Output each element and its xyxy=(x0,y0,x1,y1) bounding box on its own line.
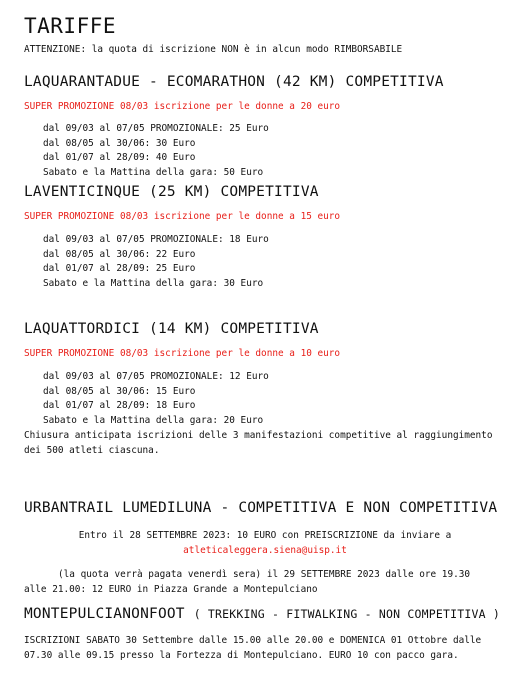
price-row: dal 08/05 al 30/06: 22 Euro xyxy=(43,248,196,260)
race-14km-price-list xyxy=(43,370,269,428)
page-title: TARIFFE xyxy=(24,14,117,38)
price-row: dal 08/05 al 30/06: 15 Euro xyxy=(43,385,196,397)
race-25km-heading: LAVENTICINQUE (25 KM) COMPETITIVA xyxy=(24,184,319,200)
refund-notice: ATTENZIONE: la quota di iscrizione NON è in alcun modo RIMBORSABILE xyxy=(24,44,403,55)
race-14km-heading: LAQUATTORDICI (14 KM) COMPETITIVA xyxy=(24,321,319,337)
race-14km-promo: SUPER PROMOZIONE 08/03 iscrizione per le donne a 10 euro xyxy=(24,348,341,359)
price-row: dal 01/07 al 28/09: 18 Euro xyxy=(43,400,196,411)
urbantrail-preregistration xyxy=(0,529,530,558)
price-row: dal 08/05 al 30/06: 30 Euro xyxy=(43,137,196,149)
montepulciano-info: ISCRIZIONI SABATO 30 Settembre dalle 15.00 alle 20.00 e DOMENICA 01 Ottobre dalle 07.30 alle 09.15 presso la Fortezza di Montepulciano. EURO 10 con pacco gara. xyxy=(24,635,482,661)
race-25km-promo: SUPER PROMOZIONE 08/03 iscrizione per le donne a 15 euro xyxy=(24,211,341,222)
price-row: dal 01/07 al 28/09: 40 Euro xyxy=(43,152,196,163)
price-row: Sabato e la Mattina della gara: 20 Euro xyxy=(43,414,264,426)
preregistration-text: Entro il 28 SETTEMBRE 2023: 10 EURO con PREISCRIZIONE da inviare a xyxy=(78,530,452,541)
race-42km-promo: SUPER PROMOZIONE 08/03 iscrizione per le donne a 20 euro xyxy=(24,101,341,112)
price-row: dal 09/03 al 07/05 PROMOZIONALE: 18 Euro xyxy=(43,234,269,245)
closing-note: Chiusura anticipata iscrizioni delle 3 manifestazioni competitive al raggiungimento dei 500 atleti ciascuna. xyxy=(24,430,493,456)
race-25km-price-list xyxy=(43,233,269,291)
race-42km-price-list xyxy=(43,122,269,180)
email-link[interactable]: atleticaleggera.siena@uisp.it xyxy=(183,544,347,556)
montepulciano-heading xyxy=(24,606,500,622)
urbantrail-onsite: (la quota verrà pagata venerdì sera) il 29 SETTEMBRE 2023 dalle ore 19.30 alle 21.00: 12 EURO in Piazza Grande a Montepulciano xyxy=(24,569,471,595)
urbantrail-heading: URBANTRAIL LUMEDILUNA - COMPETITIVA E NON COMPETITIVA xyxy=(24,500,498,516)
price-row: dal 01/07 al 28/09: 25 Euro xyxy=(43,263,196,274)
race-42km-heading: LAQUARANTADUE - ECOMARATHON (42 KM) COMPETITIVA xyxy=(24,74,444,90)
montepulciano-subtitle: ( TREKKING - FITWALKING - NON COMPETITIVA ) xyxy=(193,607,501,621)
price-row: dal 09/03 al 07/05 PROMOZIONALE: 25 Euro xyxy=(43,123,269,134)
price-row: dal 09/03 al 07/05 PROMOZIONALE: 12 Euro xyxy=(43,371,269,382)
price-row: Sabato e la Mattina della gara: 50 Euro xyxy=(43,166,264,178)
montepulciano-title: MONTEPULCIANONFOOT xyxy=(24,606,185,622)
price-row: Sabato e la Mattina della gara: 30 Euro xyxy=(43,277,264,289)
